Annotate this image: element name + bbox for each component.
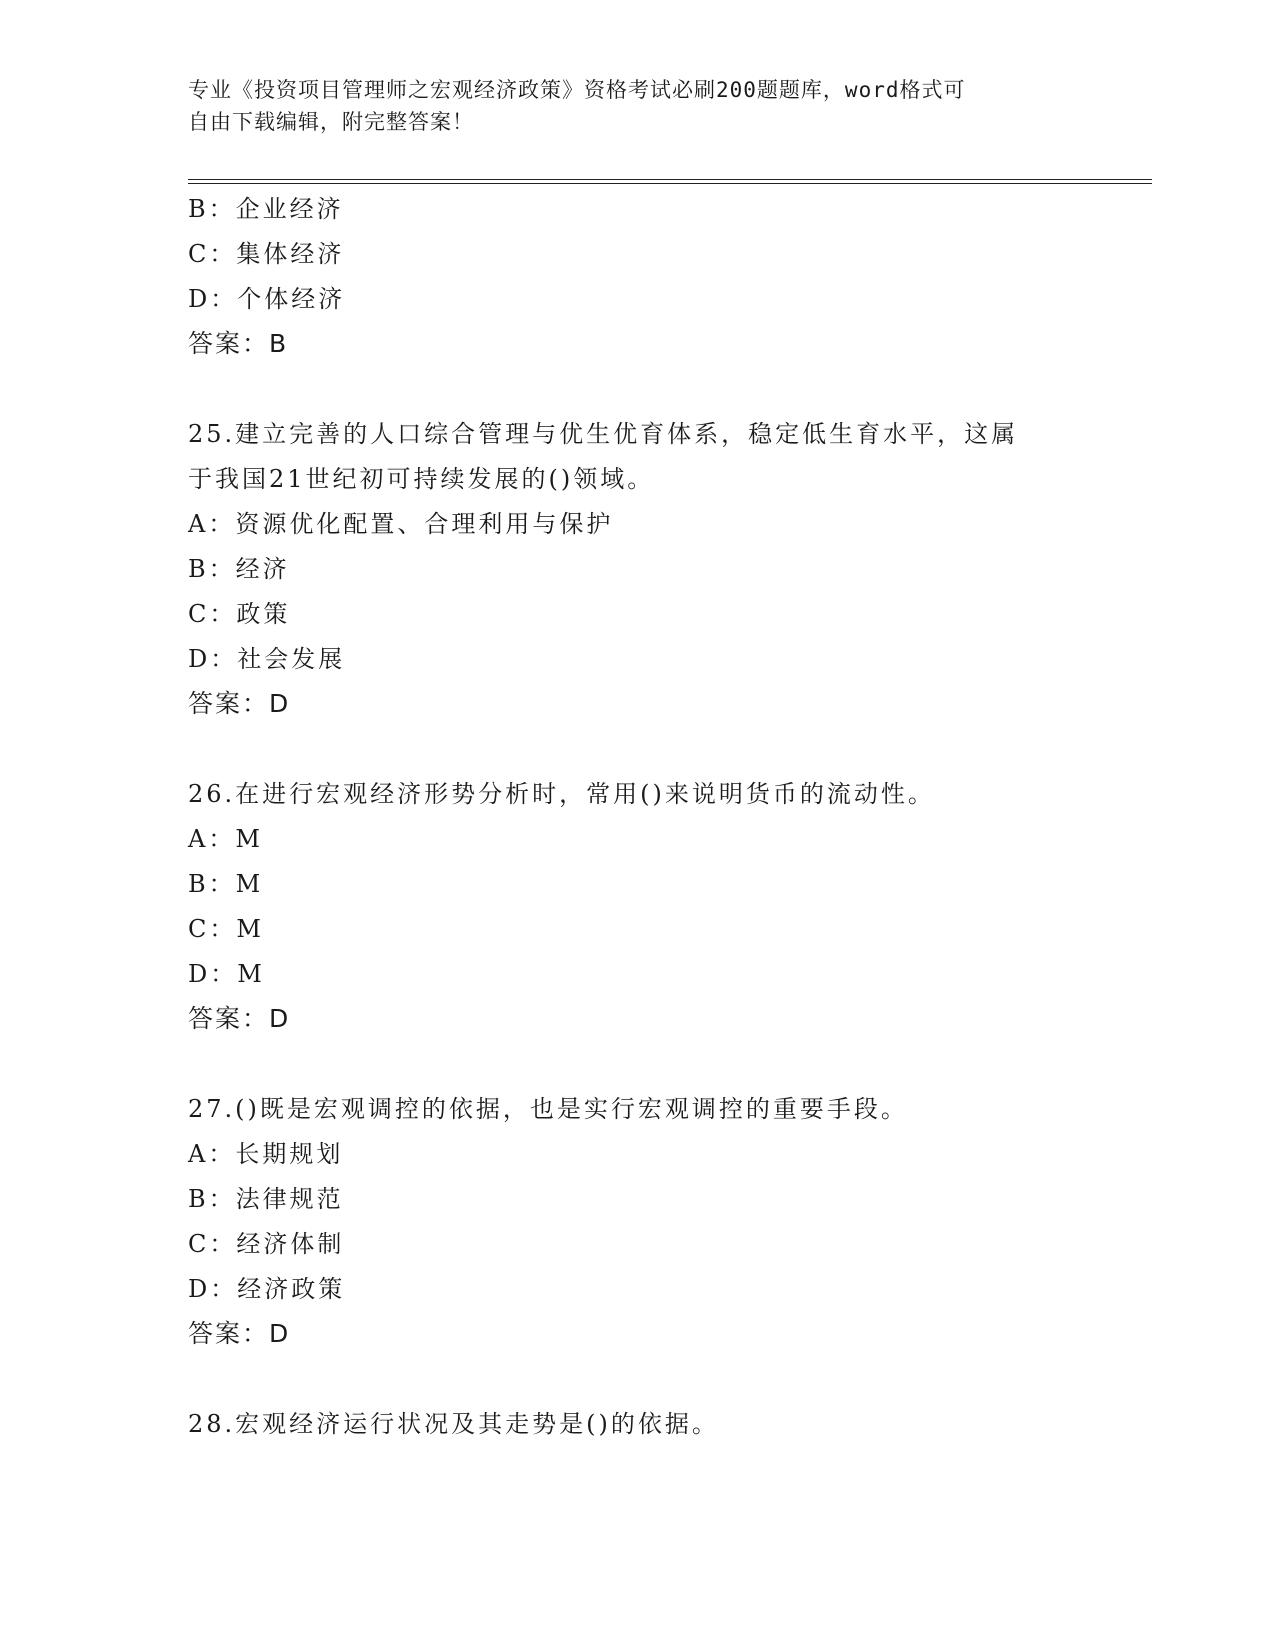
q27-answer: 答案：D	[188, 1319, 291, 1348]
q26-option-a: A：M	[188, 825, 263, 853]
q24-option-b: B：企业经济	[188, 195, 344, 223]
q25-question-line-1: 25.建立完善的人口综合管理与优生优育体系，稳定低生育水平，这属	[188, 420, 1019, 448]
document-header	[188, 74, 1078, 138]
q24-option-c: C：集体经济	[188, 240, 345, 268]
q27-option-b: B：法律规范	[188, 1185, 344, 1213]
q26-question: 26.在进行宏观经济形势分析时，常用()来说明货币的流动性。	[188, 780, 935, 808]
q25-option-c: C：政策	[188, 600, 291, 628]
q25-answer: 答案：D	[188, 689, 291, 718]
q25-option-a: A：资源优化配置、合理利用与保护	[188, 510, 614, 538]
q27-question: 27.()既是宏观调控的依据，也是实行宏观调控的重要手段。	[188, 1095, 908, 1123]
q24-answer: 答案：B	[188, 329, 289, 358]
header-divider-top	[188, 179, 1152, 180]
q26-option-b: B：M	[188, 870, 264, 898]
q27-option-d: D：经济政策	[188, 1275, 346, 1303]
q27-option-c: C：经济体制	[188, 1230, 345, 1258]
q26-answer: 答案：D	[188, 1004, 291, 1033]
header-line-1: 专业《投资项目管理师之宏观经济政策》资格考试必刷200题题库，word格式可	[188, 78, 966, 102]
q25-option-d: D：社会发展	[188, 645, 346, 673]
q25-option-b: B：经济	[188, 555, 290, 583]
header-line-2: 自由下载编辑，附完整答案！	[188, 110, 474, 134]
header-divider-bottom	[188, 183, 1152, 184]
q24-option-d: D：个体经济	[188, 285, 346, 313]
q26-option-d: D：M	[188, 960, 265, 988]
q26-option-c: C：M	[188, 915, 264, 943]
q28-question: 28.宏观经济运行状况及其走势是()的依据。	[188, 1410, 719, 1438]
q27-option-a: A：长期规划	[188, 1140, 344, 1168]
q25-question-line-2: 于我国21世纪初可持续发展的()领域。	[188, 465, 655, 493]
